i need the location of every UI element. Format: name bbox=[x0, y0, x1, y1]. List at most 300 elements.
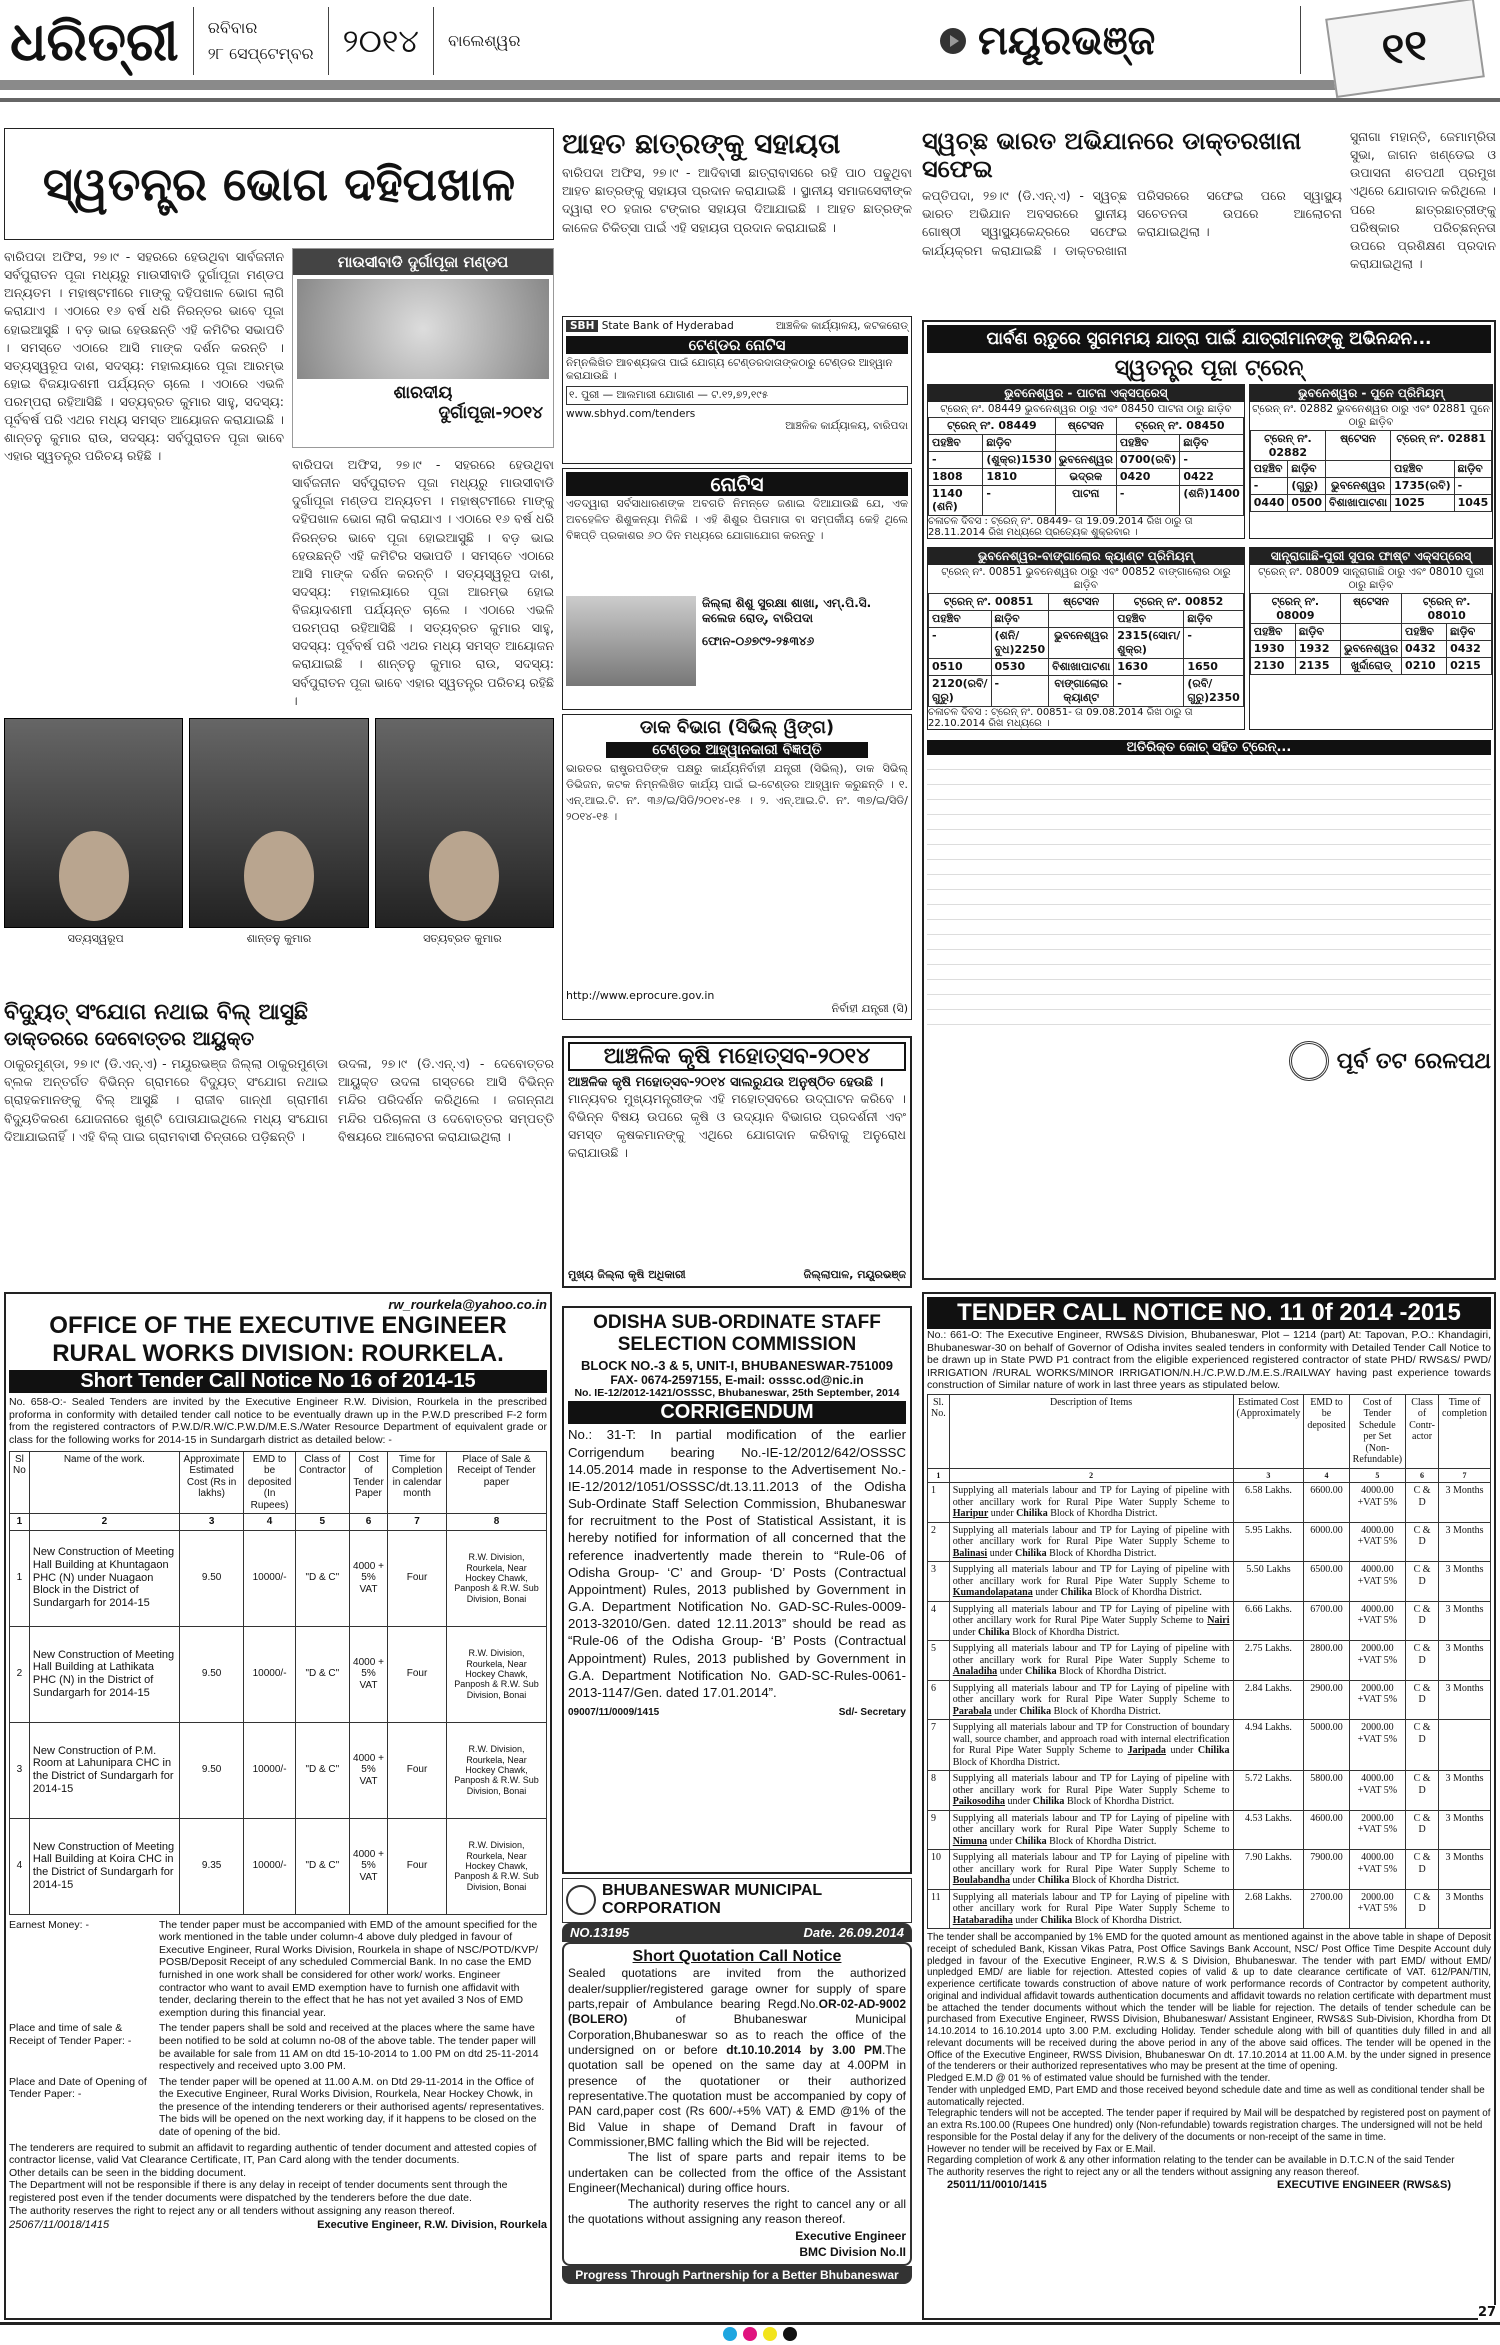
schedule-cell: 4000.00 +VAT 5% bbox=[1349, 1850, 1405, 1890]
time-cell: 2135 bbox=[1295, 658, 1340, 675]
column-header: Name of the work. bbox=[29, 1451, 179, 1514]
column-header: Place of Sale & Receipt of Tender paper bbox=[447, 1451, 547, 1514]
column-number: 4 bbox=[1304, 1468, 1349, 1482]
table-row bbox=[10, 1530, 547, 1626]
table-cell: R.W. Division, Rourkela, Near Hockey Chawk, Panposh & R.W. Sub Division, Bonai bbox=[447, 1530, 547, 1626]
time-cell: (ଶନି/ବୁଧ)2250 bbox=[991, 628, 1049, 659]
column-header: EMD to be deposited (In Rupees) bbox=[244, 1451, 295, 1514]
caption: ଶାନ୍ତନୁ କୁମାର bbox=[246, 932, 312, 945]
headline-row bbox=[4, 1000, 554, 1051]
footer-line: The authority reserves the right to reject any or all tenders without assigning any reason thereof. bbox=[9, 2204, 455, 2217]
caption: ସତ୍ୟବ୍ରତ କୁମାର bbox=[423, 932, 502, 945]
emd-cell: 6500.00 bbox=[1304, 1562, 1349, 1602]
contact: ଜିଲ୍ଲା ଶିଶୁ ସୁରକ୍ଷା ଶାଖା, ଏମ୍.ପି.ସି. କଲେଜ ରୋଡ୍, ବାରିପଦା bbox=[702, 596, 872, 625]
time-cell: 0420 bbox=[1116, 469, 1180, 486]
table-cell: New Construction of P.M. Room at Lahunipara CHC in the District of Sundargarh for 2014-15 bbox=[29, 1722, 179, 1818]
emd-cell: 4600.00 bbox=[1304, 1810, 1349, 1850]
table-row bbox=[928, 1720, 1491, 1771]
time-cell: - bbox=[1114, 676, 1184, 707]
sub-header-cell bbox=[1055, 435, 1116, 452]
text: under bbox=[994, 1705, 1017, 1717]
table-cell: 9.50 bbox=[179, 1626, 243, 1722]
time-cell: 1140 (ଶନି) bbox=[929, 486, 983, 516]
registration-marks bbox=[720, 2326, 800, 2345]
story-body: ବାରିପଦା ଅଫିସ, ୨୭।୯ - ଆଦିବାସୀ ଛାତ୍ରାବାସରେ ରହି ପାଠ ପଢୁଥିବା ଆହତ ଛାତ୍ରଙ୍କୁ ସହାୟତା ପ୍ରଦାନ କରାଯାଇଛି । ସ୍ଥାନୀୟ ସମାଜସେବୀଙ୍କ ଦ୍ୱାରା ୧୦ ହଜାର ଟଙ୍କାର ସହାୟତା ଦିଆଯାଇଛି । ଆହତ ଛାତ୍ରଙ୍କ କାଳେଜ ଚିକିତ୍ସା ପାଇଁ ଏହି ସହାୟତା ପ୍ରଦାନ କରାଯାଇଛି । bbox=[562, 165, 912, 235]
emd-cell: 5000.00 bbox=[1304, 1720, 1349, 1771]
footer-line: Other details can be seen in the bidding document. bbox=[9, 2166, 246, 2179]
column-header: Cost of Tender Paper bbox=[349, 1451, 387, 1514]
schedule-cell: 2000.00 +VAT 5% bbox=[1349, 1720, 1405, 1771]
table-cell: Four bbox=[388, 1818, 447, 1914]
header-cell: ଟ୍ରେନ୍ ନଂ. 02882 bbox=[1250, 431, 1325, 461]
sl-cell: 1 bbox=[928, 1483, 950, 1523]
mandap-label: ମାଉସୀବାଡି ଦୁର୍ଗାପୂଜା ମଣ୍ଡପ bbox=[293, 249, 553, 275]
date: ୨୮ ସେପ୍ଟେମ୍ବର bbox=[207, 44, 314, 63]
village: Kumandolapatana bbox=[952, 1587, 1033, 1599]
time-cell: - bbox=[1454, 478, 1492, 495]
running-days: ଚଳାଚଳ ଦିବସ : ଟ୍ରେନ୍ ନଂ. 00851- ତା 09.08.2014 ରିଖ ଠାରୁ ତା 22.10.2014 ରିଖ ମଧ୍ୟରେ । bbox=[928, 707, 1193, 730]
table-cell: "D & C" bbox=[295, 1722, 349, 1818]
extra-trains-list bbox=[927, 755, 1491, 1035]
time-cell: ବିଶାଖାପାଟଣା bbox=[1049, 659, 1114, 676]
time-cell: 1045 bbox=[1454, 495, 1492, 512]
signature: Executive Engineer bbox=[795, 2229, 906, 2244]
timetable-row bbox=[929, 452, 1244, 469]
text: Block of Khordha District. bbox=[1049, 1547, 1157, 1559]
table-row bbox=[928, 1810, 1491, 1850]
time-cell: 3 Months bbox=[1439, 1850, 1491, 1890]
description: Supplying all materials labour and TP for Laying of pipeline with other ancillary work for Rural Pipe Water Supply Scheme to bbox=[952, 1682, 1230, 1706]
time-cell: 0422 bbox=[1180, 469, 1243, 486]
column-number: 1 bbox=[928, 1468, 950, 1482]
signature: BMC Division No.II bbox=[799, 2244, 906, 2259]
column-numbers bbox=[928, 1468, 1491, 1482]
phone: ଫୋନ-୦୬୭୯୨-୨୫୩୪୬ bbox=[702, 634, 815, 648]
sub-header-cell: ଛାଡ଼ିବ bbox=[991, 611, 1049, 628]
text: .The quotation sall be opened on the same day at 4.00PM in presence of the quotationer or their authorized representative.The quotation must be accompanied by copy of PAN card,paper cost (Rs 600/-+5% VAT) & EMD @1% of the Bid Value in shape of Demand Draft in favour of Commissioner,BMC falling which the Bid will be rejected. bbox=[568, 2042, 906, 2150]
village: Jaripada bbox=[1127, 1745, 1166, 1757]
term-text: The tender paper will be opened at 11.00 A.M. on Dtd 29-11-2014 in the Office of the Executive Engineer, Rural Works Division, Rourkela, Near Hockey Chowk, in the presence of the intending tenderers or their authorised agents/ representatives. The bids will be opened on the next working day, if it happens to be closed on the date of opening of the bid. bbox=[159, 2075, 545, 2139]
section-block bbox=[940, 4, 1155, 78]
table-cell: 10000/- bbox=[244, 1530, 295, 1626]
text: under bbox=[989, 1835, 1013, 1847]
schedule-cell: 4000.00 +VAT 5% bbox=[1349, 1771, 1405, 1811]
emd-cell: 6600.00 bbox=[1304, 1483, 1349, 1523]
time-cell: ବାଙ୍ଗାଲୋର କ୍ୟାଣ୍ଟ bbox=[1049, 676, 1114, 707]
timetable-row bbox=[929, 659, 1244, 676]
sl-cell: 9 bbox=[928, 1810, 950, 1850]
description: Supplying all materials labour and TP for Laying of pipeline with other ancillary work for Rural Pipe Water Supply Scheme to bbox=[952, 1891, 1230, 1915]
timetable-row bbox=[1250, 641, 1492, 658]
date-block bbox=[208, 18, 314, 64]
bank-name: State Bank of Hyderabad bbox=[601, 320, 734, 332]
time-cell: 0530 bbox=[991, 659, 1049, 676]
description: Supplying all materials labour and TP for Laying of pipeline with other ancillary work for Rural Pipe Water Supply Scheme to bbox=[952, 1524, 1230, 1548]
time-cell: 1808 bbox=[929, 469, 983, 486]
sub-header-cell: ଛାଡ଼ିବ bbox=[1184, 611, 1243, 628]
ref-number: 25067/11/0018/1415 bbox=[9, 2219, 110, 2232]
column-number: 1 bbox=[10, 1514, 30, 1531]
train-name: ସାନ୍ତ୍ରାଗାଛି-ପୁରୀ ସୁପର ଫାଷ୍ଟ ଏକ୍ସପ୍ରେସ୍ bbox=[1250, 548, 1493, 565]
table-cell: 10000/- bbox=[244, 1722, 295, 1818]
missing-child-notice bbox=[562, 468, 912, 710]
sl-cell: 6 bbox=[928, 1680, 950, 1720]
term-label: Place and Date of Opening of Tender Paper: - bbox=[9, 2075, 147, 2101]
table-row bbox=[928, 1771, 1491, 1811]
time-cell: ଭୁବନେଶ୍ୱର bbox=[1055, 452, 1116, 469]
sub-header-cell: ଛାଡ଼ିବ bbox=[1180, 435, 1243, 452]
column-header: Approximate Estimated Cost (Rs in lakhs) bbox=[179, 1451, 243, 1514]
day: ରବିବାର bbox=[207, 18, 258, 37]
emd-cell: 2800.00 bbox=[1304, 1641, 1349, 1681]
column-number: 5 bbox=[1349, 1468, 1405, 1482]
story-body: ବାରିପଦା ଅଫିସ, ୨୭।୯ - ସହରରେ ହେଉଥିବା ସାର୍ବଜନୀନ ସର୍ବପୁରାତନ ପୂଜା ମଧ୍ୟରୁ ମାଉସୀବାଡି ଦୁର୍ଗାପୂଜା ମଣ୍ଡପ ଅନ୍ୟତମ । ମହାଷ୍ଟମୀରେ ମାଙ୍କୁ ଦହିପଖାଳ ଭୋଗ ଲାଗି କରାଯାଏ । ଏଠାରେ ୧୬ ବର୍ଷ ଧରି ନିରନ୍ତର ଭାବେ ପୂଜା ହୋଇଆସୁଛି । ବଡ଼ ଭାଇ ହେଉଛନ୍ତି ଏହି କମିଟିର ସଭାପତି । ସମସ୍ତେ ଏଠାରେ ଆସି ମାଙ୍କ ଦର୍ଶନ କରନ୍ତି । ସତ୍ୟସ୍ୱରୂପ ଦାଶ, ସଦସ୍ୟ: ମହାଲୟାରେ ପୂଜା ଆରମ୍ଭ ହୋଇ ବିଜୟାଦଶମୀ ପର୍ଯ୍ୟନ୍ତ ଚାଲେ । ଏଠାରେ ଏଭଳି ପରମ୍ପରା ରହିଆସିଛି । ସତ୍ୟବ୍ରତ କୁମାର ସାହୁ, ସଦସ୍ୟ: ପୂର୍ବବର୍ଷ ପରି ଏଥର ମଧ୍ୟ ସମସ୍ତ ଆୟୋଜନ କରାଯାଇଛି । ଶାନ୍ତନୁ କୁମାର ରାଉ, ସଦସ୍ୟ: ସର୍ବପୁରାତନ ପୂଜା ଭାବେ ଏହାର ସ୍ୱତନ୍ତ୍ର ପରିଚୟ ରହିଛି । bbox=[4, 249, 284, 464]
ref-number: 25011/11/0010/1415 bbox=[947, 2178, 1047, 2191]
table-cell: "D & C" bbox=[295, 1818, 349, 1914]
time-cell: 3 Months bbox=[1439, 1562, 1491, 1602]
email[interactable]: rw_rourkela@yahoo.co.in bbox=[388, 1297, 547, 1312]
description-cell bbox=[949, 1720, 1233, 1771]
photo-row bbox=[4, 718, 554, 928]
train-name: ଭୁବନେଶ୍ୱର - ପୁନେ ପ୍ରିମିୟମ୍ bbox=[1250, 385, 1493, 402]
train-block bbox=[1249, 384, 1494, 539]
description-cell bbox=[949, 1641, 1233, 1681]
time-cell: 0700(ରବି) bbox=[1116, 452, 1180, 469]
table-cell: 3 bbox=[10, 1722, 30, 1818]
time-cell: 3 Months bbox=[1439, 1601, 1491, 1641]
notice-body: ଏତଦ୍ୱାରା ସର୍ବସାଧାରଣଙ୍କ ଅବଗତି ନିମନ୍ତେ ଜଣାଇ ଦିଆଯାଉଛି ଯେ, ଏକ ଅବହେଳିତ ଶିଶୁକନ୍ୟା ମିଳିଛି । ଏହି ଶିଶୁର ପିତାମାତା ବା ସମ୍ପର୍କୀୟ କେହି ଥିଲେ ବିଜ୍ଞପ୍ତି ପ୍ରକାଶର ୬୦ ଦିନ ମଧ୍ୟରେ ଯୋଗାଯୋଗ କରନ୍ତୁ । bbox=[566, 497, 908, 542]
text: of Bhubaneswar Municipal Corporation,Bhubaneswar so as to reach the office of the undersigned on or before bbox=[568, 2012, 906, 2057]
headline-box bbox=[4, 128, 554, 240]
sub-header-cell: ଛାଡ଼ିବ bbox=[1295, 624, 1340, 641]
train-info: ଟ୍ରେନ୍ ନଂ. 02882 ଭୁବନେଶ୍ୱର ଠାରୁ ଏବଂ 02881 ପୁନେ ଠାରୁ ଛାଡ଼ିବ bbox=[1252, 403, 1490, 429]
header-cell: ଷ୍ଟେସନ bbox=[1340, 594, 1401, 624]
header-cell: ଟ୍ରେନ୍ ନଂ. 08009 bbox=[1250, 594, 1340, 624]
text: The authority reserves the right to cancel any or all the quotations without assigning any reason thereof. bbox=[568, 2196, 906, 2226]
year: ୨୦୧୪ bbox=[342, 21, 419, 60]
description: Supplying all materials labour and TP for Laying of pipeline with other ancillary work for Rural Pipe Water Supply Scheme to bbox=[952, 1773, 1230, 1796]
ad-subtitle: ସ୍ୱତନ୍ତ୍ର ପୂଜା ଟ୍ରେନ୍ bbox=[1114, 356, 1304, 381]
description-cell bbox=[949, 1601, 1233, 1641]
cost-cell: 2.75 Lakhs. bbox=[1233, 1641, 1304, 1681]
description-cell bbox=[949, 1562, 1233, 1602]
postal-tender-notice bbox=[562, 714, 912, 1020]
text: Block of Khordha District. bbox=[1012, 1626, 1120, 1638]
timetable-row bbox=[929, 486, 1244, 516]
table-row bbox=[928, 1483, 1491, 1523]
timetable-row bbox=[929, 469, 1244, 486]
text: Block of Khordha District. bbox=[1094, 1587, 1202, 1599]
header-cell: ଟ୍ରେନ୍ ନଂ. 08010 bbox=[1402, 594, 1492, 624]
sl-cell: 10 bbox=[928, 1850, 950, 1890]
time-cell: ଭୁବନେଶ୍ୱର bbox=[1326, 478, 1391, 495]
description: Supplying all materials labour and TP for Laying of pipeline with other ancillary work for Rural Pipe Water Supply Scheme to bbox=[952, 1852, 1230, 1875]
sub-header-cell: ପହଞ୍ଚିବ bbox=[1250, 461, 1288, 478]
time-cell: 3 Months bbox=[1439, 1889, 1491, 1929]
photo-person bbox=[189, 718, 368, 928]
description: Supplying all materials labour and TP for Laying of pipeline with other ancillary work for Rural Pipe Water Supply Scheme to bbox=[952, 1485, 1230, 1508]
time-cell: (ଶୁକ୍ର)1530 bbox=[983, 452, 1055, 469]
table-cell: 9.50 bbox=[179, 1722, 243, 1818]
text: Block of Khordha District. bbox=[1049, 1835, 1157, 1847]
column-header: Estimated Cost (Approximately bbox=[1233, 1394, 1304, 1468]
bmc-logo-icon bbox=[566, 1885, 596, 1915]
time-cell: - bbox=[1184, 628, 1243, 659]
time-cell: - bbox=[929, 628, 992, 659]
train-name: ଭୁବନେଶ୍ୱର - ପାଟନା ଏକ୍ସପ୍ରେସ୍ bbox=[928, 385, 1244, 402]
time-cell: 1735(ରବି) bbox=[1391, 478, 1455, 495]
notice-number: NO.13195 bbox=[570, 1924, 630, 1940]
table-cell: 10000/- bbox=[244, 1818, 295, 1914]
block: Chilika bbox=[1197, 1745, 1230, 1757]
divider bbox=[1300, 6, 1301, 74]
time-cell: 3 Months bbox=[1439, 1483, 1491, 1523]
table-cell: 10000/- bbox=[244, 1626, 295, 1722]
time-cell: 2315(ସୋମ/ଶୁକ୍ର) bbox=[1114, 628, 1184, 659]
table-row bbox=[10, 1722, 547, 1818]
table-cell: New Construction of Meeting Hall Building at Lathikata PHC (N) in the District of Sundargarh for 2014-15 bbox=[29, 1626, 179, 1722]
emd-cell: 7900.00 bbox=[1304, 1850, 1349, 1890]
emd-cell: 6000.00 bbox=[1304, 1522, 1349, 1562]
table-row bbox=[10, 1818, 547, 1914]
sub-header-cell: ପହଞ୍ଚିବ bbox=[1116, 435, 1180, 452]
column-number: 7 bbox=[1439, 1468, 1491, 1482]
vehicle-reg: OR-02-AD-9002 (BOLERO) bbox=[568, 1996, 906, 2027]
cost-cell: 5.72 Lakhs. bbox=[1233, 1771, 1304, 1811]
village: Boulabandha bbox=[952, 1875, 1010, 1887]
cost-cell: 7.90 Lakhs. bbox=[1233, 1850, 1304, 1890]
description-cell bbox=[949, 1771, 1233, 1811]
column-header: Sl. No. bbox=[928, 1394, 950, 1468]
train-list bbox=[927, 384, 1491, 734]
header-cell: ଟ୍ରେନ୍ ନଂ. 00852 bbox=[1114, 594, 1244, 611]
ad-title: ଆଞ୍ଚଳିକ କୃଷି ମହୋତ୍ସବ-୨୦୧୪ bbox=[568, 1042, 906, 1071]
notice-title: ଡାକ ବିଭାଗ (ସିଭିଲ୍ ୱିଙ୍ଗ) bbox=[639, 717, 835, 738]
text: Block of Khordha District. bbox=[1053, 1705, 1161, 1717]
section-title: ମୟୂରଭଞ୍ଜ bbox=[978, 18, 1156, 64]
tender-row: ୧. ପୁରୀ — ଆଲମାରୀ ଯୋଗାଣ — ଟ.୧୨,୭୨,୧୯୫ bbox=[566, 386, 908, 405]
village: Balinasi bbox=[952, 1547, 988, 1559]
time-cell: 1650 bbox=[1184, 659, 1243, 676]
text: Block of Khordha District. bbox=[1050, 1508, 1158, 1520]
train-block bbox=[927, 547, 1245, 730]
table-row bbox=[928, 1680, 1491, 1720]
time-cell: (ରବି/ଗୁରୁ)2350 bbox=[1184, 676, 1243, 707]
train-info: ଟ୍ରେନ୍ ନଂ. 08009 ସାନ୍ତ୍ରାଗାଛି ଠାରୁ ଏବଂ 08010 ପୁରୀ ଠାରୁ ଛାଡ଼ିବ bbox=[1258, 566, 1484, 592]
train-block bbox=[927, 384, 1245, 539]
headline: ବିଦ୍ୟୁତ୍ ସଂଯୋଗ ନଥାଇ ବିଲ୍ ଆସୁଛି bbox=[4, 1000, 308, 1025]
train-timetable bbox=[928, 593, 1244, 707]
column-number: 6 bbox=[349, 1514, 387, 1531]
description-cell bbox=[949, 1889, 1233, 1929]
term-label: Earnest Money: - bbox=[9, 1918, 89, 1931]
student-story bbox=[562, 128, 912, 312]
puja-poster bbox=[292, 248, 554, 448]
sub-header-cell: ପହଞ୍ଚିବ bbox=[1250, 624, 1295, 641]
column-number: 3 bbox=[179, 1514, 243, 1531]
table-cell: R.W. Division, Rourkela, Near Hockey Chawk, Panposh & R.W. Sub Division, Bonai bbox=[447, 1818, 547, 1914]
title: BHUBANESWAR MUNICIPAL CORPORATION bbox=[602, 1882, 822, 1918]
page-number: ୧୧ bbox=[1325, 0, 1485, 98]
title: OFFICE OF THE EXECUTIVE ENGINEER bbox=[49, 1312, 507, 1339]
description-cell bbox=[949, 1680, 1233, 1720]
table-cell: 4000 + 5% VAT bbox=[349, 1722, 387, 1818]
table-row bbox=[928, 1641, 1491, 1681]
train-block bbox=[1249, 547, 1494, 730]
text: under bbox=[999, 1666, 1023, 1678]
column-header: Description of Items bbox=[949, 1394, 1233, 1468]
header-rule bbox=[0, 98, 1500, 102]
train-timetable bbox=[1250, 430, 1493, 512]
column-number: 8 bbox=[447, 1514, 547, 1531]
time-cell: 0440 bbox=[1250, 495, 1288, 512]
extra-trains-title: ଅତିରିକ୍ତ କୋଚ୍ ସହିତ ଟ୍ରେନ୍... bbox=[927, 740, 1491, 755]
text: under bbox=[1012, 1875, 1036, 1887]
divider bbox=[328, 7, 329, 75]
column-header: EMD to be deposited bbox=[1304, 1394, 1349, 1468]
time-cell: 1810 bbox=[983, 469, 1055, 486]
railway-logo-icon bbox=[1289, 1041, 1329, 1081]
column-number: 5 bbox=[295, 1514, 349, 1531]
table-cell: 1 bbox=[10, 1530, 30, 1626]
poster-subtitle: ଦୁର୍ଗାପୂଜା-୨୦୧୪ bbox=[438, 403, 543, 423]
text: Block of Khordha District. bbox=[952, 1756, 1060, 1768]
train-timetable bbox=[1250, 593, 1493, 675]
time-cell: ବିଶାଖାପାଟଣା bbox=[1326, 495, 1391, 512]
schedule-cell: 2000.00 +VAT 5% bbox=[1349, 1641, 1405, 1681]
header-cell: ଟ୍ରେନ୍ ନଂ. 00851 bbox=[929, 594, 1049, 611]
text: under bbox=[952, 1626, 976, 1638]
emd-cell: 6700.00 bbox=[1304, 1601, 1349, 1641]
play-bullet-icon bbox=[940, 28, 966, 54]
bmc-quotation-notice bbox=[562, 1878, 912, 2284]
address: BLOCK NO.-3 & 5, UNIT-I, BHUBANESWAR-751009 bbox=[580, 1357, 894, 1373]
schedule-cell: 2000.00 +VAT 5% bbox=[1349, 1810, 1405, 1850]
sub-header-cell bbox=[1326, 461, 1391, 478]
description: Supplying all materials labour and TP for Laying of pipeline with other ancillary work for Rural Pipe Water Supply Scheme to bbox=[952, 1643, 1230, 1666]
text: Sealed quotations are invited from the authorized dealer/supplier/registered garage owner for supply of spare parts,repair of Ambulance bearing Regd.No. bbox=[568, 1966, 906, 2011]
table-cell: New Construction of Meeting Hall Building at Koira CHC in the District of Sundargarh for 2014-15 bbox=[29, 1818, 179, 1914]
ad-body: ମାନ୍ୟବର ମୁଖ୍ୟମନ୍ତ୍ରୀଙ୍କ ଏହି ମହୋତ୍ସବରେ ଉଦ୍‌ଘାଟନ କରିବେ । ବିଭିନ୍ନ ବିଷୟ ଉପରେ କୃଷି ଓ ଉଦ୍ୟାନ ବିଭାଗର ପ୍ରଦର୍ଶନୀ ଏବଂ ସମସ୍ତ କୃଷକମାନଙ୍କୁ ଏଥିରେ ଯୋଗଦାନ କରିବାକୁ ଅନୁରୋଧ କରାଯାଉଛି । bbox=[568, 1091, 906, 1161]
notice-date: Date. 26.09.2014 bbox=[803, 1924, 904, 1940]
sub-header-cell: ପହଞ୍ଚିବ bbox=[1391, 461, 1455, 478]
cost-cell: 4.53 Lakhs. bbox=[1233, 1810, 1304, 1850]
text: under bbox=[1170, 1745, 1194, 1757]
swachh-story bbox=[922, 128, 1342, 314]
column-header: Cost of Tender Schedule per Set (Non-Refundable) bbox=[1349, 1394, 1405, 1468]
class-cell: C & D bbox=[1406, 1720, 1439, 1771]
divider bbox=[433, 7, 434, 75]
cost-cell: 5.50 Lakhs bbox=[1233, 1562, 1304, 1602]
emd-cell: 2700.00 bbox=[1304, 1889, 1349, 1929]
table-row bbox=[928, 1562, 1491, 1602]
masthead-row bbox=[10, 4, 521, 78]
cost-cell: 2.84 Lakhs. bbox=[1233, 1680, 1304, 1720]
sub-header-cell bbox=[1340, 624, 1401, 641]
column-number: 2 bbox=[29, 1514, 179, 1531]
class-cell: C & D bbox=[1406, 1562, 1439, 1602]
sub-header-cell: ପହଞ୍ଚିବ bbox=[929, 611, 992, 628]
sub-header-cell: ଛାଡ଼ିବ bbox=[983, 435, 1055, 452]
poster-title: ଶାରଦୀୟ bbox=[393, 383, 453, 403]
text: under bbox=[1035, 1587, 1059, 1599]
cost-cell: 4.94 Lakhs. bbox=[1233, 1720, 1304, 1771]
time-cell: 0432 bbox=[1402, 641, 1447, 658]
time-cell: 1025 bbox=[1391, 495, 1455, 512]
signature: ଆଞ୍ଚଳିକ କାର୍ଯ୍ୟାଳୟ, ବାରିପଦା bbox=[785, 420, 908, 432]
description: Supplying all materials labour and TP for Construction of boundary wall, source chamber, and approach road with internal electrification for Rural Pipe Water Supply Scheme to bbox=[952, 1722, 1230, 1757]
signature: Sd/- Secretary bbox=[838, 1706, 906, 1718]
table-cell: 2 bbox=[10, 1626, 30, 1722]
tender-body: ନିମ୍ନଲିଖିତ ଆବଶ୍ୟକତା ପାଇଁ ଯୋଗ୍ୟ ଟେଣ୍ଡରଦାତାଙ୍କଠାରୁ ଟେଣ୍ଡର ଆହ୍ୱାନ କରାଯାଉଛି । bbox=[566, 357, 893, 382]
block: Chilika bbox=[1014, 1547, 1047, 1559]
sl-cell: 5 bbox=[928, 1641, 950, 1681]
term-line: However no tender will be received by Fax or E.Mail. bbox=[927, 2143, 1156, 2155]
text: Block of Khordha District. bbox=[1066, 1796, 1175, 1808]
table-row bbox=[928, 1601, 1491, 1641]
ad-lead: ଆଞ୍ଚଳିକ କୃଷି ମହୋତ୍ସବ-୨୦୧୪ ସାଲରୁଯଉ ଅନୁଷ୍ଠିତ ହେଉଛି । bbox=[568, 1075, 884, 1090]
title: ODISHA SUB-ORDINATE STAFF SELECTION COMMISSION bbox=[593, 1312, 881, 1355]
column-header: Class of Contr-actor bbox=[1406, 1394, 1439, 1468]
description-cell bbox=[949, 1810, 1233, 1850]
sub-header-cell: ଛାଡ଼ିବ bbox=[1454, 461, 1492, 478]
railway-puja-trains-ad bbox=[922, 320, 1496, 1280]
photo-captions bbox=[4, 932, 554, 946]
time-cell: 0500 bbox=[1288, 495, 1326, 512]
column-number: 4 bbox=[244, 1514, 295, 1531]
story-body: ସୁନାଗା ମହାନ୍ତି, ଜେମାମ୍ରିତା ସୁଭା, ଜାଗନ ଖଣ୍ଡେଇ ଓ ଉପାସନା ଶତପଥୀ ପ୍ରମୁଖ ଏଥିରେ ଯୋଗଦାନ କରିଥିଲେ । ପରେ ଛାତ୍ରଛାତ୍ରୀଙ୍କୁ ପରିଷ୍କାର ପରିଚ୍ଛନ୍ନତା ଉପରେ ପ୍ରଶିକ୍ଷଣ ପ୍ରଦାନ କରାଯାଇଥିଲା । bbox=[1350, 129, 1496, 271]
term-label: Place and time of sale & Receipt of Tender Paper: - bbox=[9, 2022, 132, 2047]
class-cell: C & D bbox=[1406, 1850, 1439, 1890]
sl-cell: 2 bbox=[928, 1522, 950, 1562]
divider bbox=[193, 7, 194, 75]
bank-logo: SBH bbox=[566, 320, 598, 332]
time-cell: (ଗୁରୁ) bbox=[1288, 478, 1326, 495]
time-cell: - bbox=[1180, 452, 1243, 469]
time-cell: - bbox=[1250, 478, 1288, 495]
header-bar bbox=[0, 80, 1385, 90]
notice-subtitle: ଟେଣ୍ଡର ଆହ୍ୱାନକାରୀ ବିଜ୍ଞପ୍ତି bbox=[606, 742, 868, 758]
table-cell: New Construction of Meeting Hall Building at Khuntagaon PHC (N) under Nuagaon Block in the District of Sundargarh for 2014-15 bbox=[29, 1530, 179, 1626]
cost-cell: 5.95 Lakhs. bbox=[1233, 1522, 1304, 1562]
table-cell: 9.50 bbox=[179, 1530, 243, 1626]
time-cell: ଭୁବନେଶ୍ୱର bbox=[1049, 628, 1114, 659]
time-cell: 0215 bbox=[1447, 658, 1492, 675]
block: Chilika bbox=[1060, 1587, 1093, 1599]
sl-cell: 8 bbox=[928, 1771, 950, 1811]
header-cell: ଟ୍ରେନ୍ ନଂ. 08449 bbox=[929, 418, 1056, 435]
photo-person bbox=[4, 718, 183, 928]
table-cell: "D & C" bbox=[295, 1626, 349, 1722]
website-link[interactable]: www.sbhyd.com/tenders bbox=[566, 408, 696, 420]
time-cell: ଭୁବନେଶ୍ୱର bbox=[1340, 641, 1401, 658]
description: Supplying all materials labour and TP for Laying of pipeline with other ancillary work for Rural Pipe Water Supply Scheme to bbox=[952, 1812, 1230, 1836]
time-cell: 3 Months bbox=[1439, 1641, 1491, 1681]
osssc-corrigendum bbox=[562, 1306, 912, 1874]
term-lines bbox=[927, 2073, 1491, 2179]
time-cell: 0432 bbox=[1447, 641, 1492, 658]
timetable-row bbox=[929, 628, 1244, 659]
intro: No.: 661-O: The Executive Engineer, RWS&S Division, Bhubaneswar, Plot – 1214 (part) At: Tapovan, P.O.: Khandagiri, Bhubaneswar-30 on behalf of Governor of Odisha invites sealed tenders in conformity with Detailed Tender Call Notice to be drawn up in State PWD P1 contract from the eligible experienced registered contractor of state PHD/ RWS&S/ PWD/ IRRIGATION /RURAL WORKS/MINOR IRRIGATION/N.H./C.P.W.D./M.E.S./RAILWAY having past experience towards construction of Similar nature of work in last three years as stipulated below. bbox=[927, 1329, 1491, 1392]
story-body: ଉଦଳା, ୨୭।୯ (ଡି.ଏନ୍.ଏ) - ଦେବୋତ୍ତର ଆୟୁକ୍ତ ଉଦଳା ଗସ୍ତରେ ଆସି ବିଭିନ୍ନ ମନ୍ଦିର ପରିଦର୍ଶନ କରିଥିଲେ । ଜଗନ୍ନାଥ ମନ୍ଦିର ପରିଚାଳନା ଓ ଦେବୋତ୍ତର ସମ୍ପତ୍ତି ବିଷୟରେ ଆଲୋଚନା କରାଯାଇଥିଲା । bbox=[338, 1056, 554, 1144]
sub-header-cell: ପହଞ୍ଚିବ bbox=[1402, 624, 1447, 641]
table-cell: "D & C" bbox=[295, 1530, 349, 1626]
table-cell: 4 bbox=[10, 1818, 30, 1914]
website-link[interactable]: http://www.eprocure.gov.in bbox=[566, 989, 715, 1002]
page-folio: 27 bbox=[1478, 2305, 1497, 2320]
rw-rourkela-tender bbox=[4, 1292, 552, 2320]
block: Chilika bbox=[1014, 1835, 1047, 1847]
